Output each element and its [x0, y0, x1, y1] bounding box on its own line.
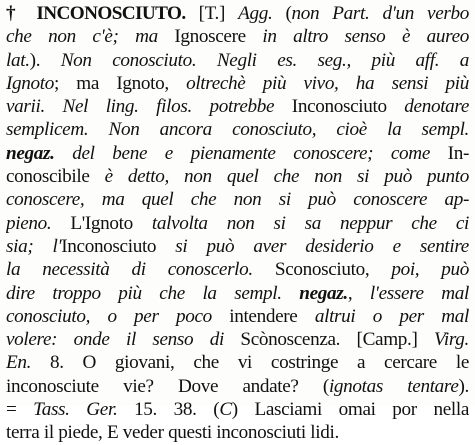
entry-text: Inconosciuto: [274, 96, 405, 118]
entry-text: C: [219, 399, 232, 421]
entry-text: intendere: [211, 305, 315, 327]
entry-text: negaz.: [6, 142, 55, 164]
entry-text: dire troppo più che la sempl.: [6, 282, 282, 304]
entry-text: (: [272, 3, 292, 24]
entry-text: lat.: [6, 49, 30, 71]
entry-text: ).: [29, 49, 61, 71]
entry-text: terra il piede, E veder questi inconosciuti lidi.: [6, 422, 339, 444]
entry-text: Sconosciuto,: [252, 259, 392, 281]
entry-text: ,: [347, 282, 370, 304]
entry-text: poi, può: [391, 259, 469, 281]
entry-text: ignotas tentare: [328, 375, 459, 397]
entry-text: conosciuto, o per poco: [6, 305, 212, 327]
entry-text: in altro senso è aureo: [262, 26, 469, 48]
entry-line: [6, 49, 469, 72]
entry-line: [6, 351, 469, 374]
entry-text: Ignoscere: [157, 26, 263, 48]
entry-line: [6, 118, 469, 141]
entry-line: [6, 375, 469, 398]
entry-text: semplicem.: [6, 119, 89, 141]
entry-line: [6, 305, 469, 328]
entry-line: [6, 25, 469, 48]
entry-text: Inconosciuto: [61, 235, 176, 257]
entry-text: [90, 166, 105, 187]
entry-text: volere: onde il senso di: [6, 329, 224, 351]
entry-text: si può aver desiderio e sentire: [175, 235, 469, 257]
entry-text: 8. O giovani, che vi costringe a cercare le: [31, 352, 469, 374]
entry-text: talvolta non si sa neppur che ci: [151, 212, 469, 234]
entry-text: pieno.: [6, 212, 52, 234]
entry-line: [6, 212, 469, 235]
entry-text: ).: [458, 375, 469, 397]
entry-text: [T.]: [185, 3, 239, 24]
entry-text: [88, 119, 108, 140]
entry-text: [196, 50, 217, 71]
entry-text: inconosciute vie? Dove andate? (: [6, 375, 329, 397]
entry-text: In-: [429, 142, 469, 164]
entry-text: ) Lasciami omai por nella: [231, 399, 469, 421]
entry-text: che non c'è; ma: [6, 26, 158, 48]
entry-line: [6, 72, 469, 95]
entry-line: [6, 95, 469, 118]
entry-text: del bene e pienamente conoscere; come: [72, 142, 430, 164]
entry-text: Agg.: [238, 3, 273, 24]
entry-text: [55, 143, 73, 164]
entry-text: =: [6, 399, 34, 421]
entry-text: denotare: [404, 96, 469, 118]
entry-text: non Part. d'un verbo: [291, 3, 469, 24]
entry-text: oltrechè più vivo, ha sensi più: [186, 72, 469, 94]
entry-line: [6, 165, 469, 188]
entry-text: negaz.: [299, 282, 348, 304]
entry-text: altrui o per mal: [314, 305, 469, 327]
entry-text: Virg.: [433, 329, 469, 351]
headword: † INCONOSCIUTO.: [6, 3, 186, 24]
entry-text: varii. Nel ling. filos. potrebbe: [6, 96, 275, 118]
entry-text: l'essere mal: [369, 282, 469, 304]
entry-text: L'Ignoto: [51, 212, 152, 234]
entry-text: 15. 38. (: [117, 399, 220, 421]
entry-text: Non ancora conosciuto, cioè la sempl.: [108, 119, 469, 141]
entry-text: sia; l': [6, 235, 62, 257]
entry-text: Tass. Ger.: [33, 399, 118, 421]
entry-text: Negli es. seg., più aff. a: [216, 49, 469, 71]
entry-line: [6, 235, 469, 258]
entry-text: Non conosciuto.: [60, 49, 197, 71]
entry-line: [6, 258, 469, 281]
entry-line: [6, 282, 469, 305]
entry-line: [6, 398, 469, 421]
entry-line: [6, 328, 469, 351]
entry-line: [6, 2, 469, 25]
entry-text: Scònoscenza. [Camp.]: [223, 329, 434, 351]
dictionary-entry: [6, 2, 469, 445]
entry-line: [6, 188, 469, 211]
entry-text: [282, 283, 300, 304]
entry-text: è detto, non quel che non si può punto: [104, 166, 469, 188]
entry-text: la necessità di conoscerlo.: [6, 259, 253, 281]
entry-text: Ignoto: [6, 72, 54, 94]
entry-line: [6, 421, 469, 444]
entry-text: ; ma Ignoto,: [54, 72, 187, 94]
entry-text: En.: [6, 352, 32, 374]
entry-text: conoscere, ma quel che non si può conoscere ap-: [6, 189, 469, 211]
entry-line: [6, 142, 469, 165]
entry-text: conoscibile: [6, 166, 90, 188]
